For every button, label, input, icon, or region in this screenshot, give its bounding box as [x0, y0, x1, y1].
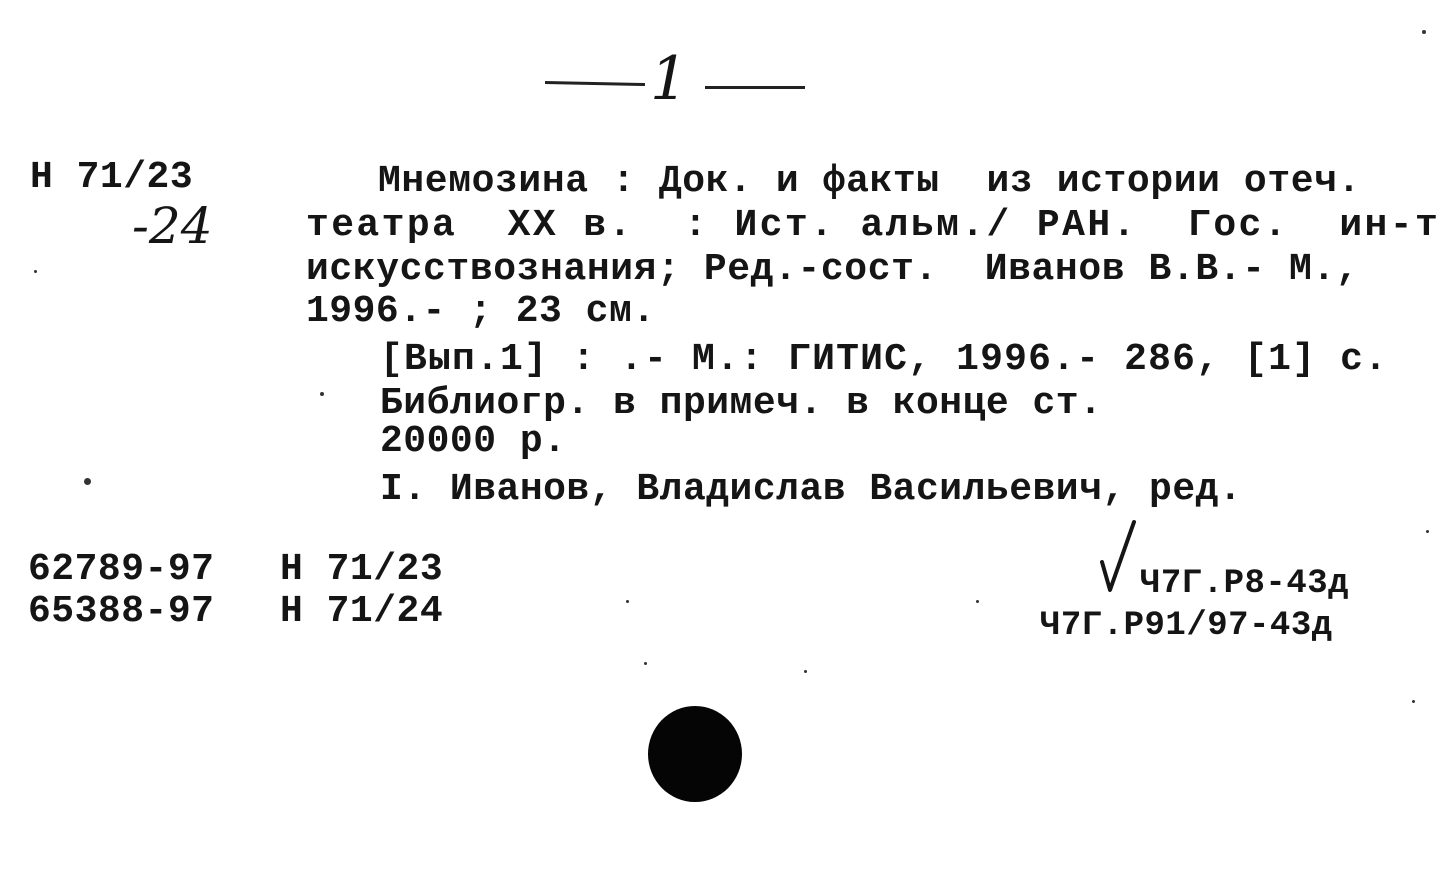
punch-hole	[648, 706, 742, 802]
scan-speck	[804, 670, 807, 673]
scan-speck	[1422, 30, 1426, 34]
scan-speck	[1426, 530, 1429, 533]
title-line-2: театра XX в. : Ист. альм./ РАН. Гос. ин-т	[306, 204, 1441, 247]
scan-speck	[84, 478, 91, 485]
classification-code: Ч7Г.Р91/97-43д	[1040, 607, 1333, 645]
issue-line-3: 20000 р.	[380, 420, 567, 463]
inventory-number: 65388-97	[28, 590, 215, 633]
issue-line-1: [Вып.1] : .- М.: ГИТИС, 1996.- 286, [1] с.	[380, 338, 1389, 381]
scan-speck	[626, 600, 629, 603]
scan-speck	[976, 600, 979, 603]
title-line-3: искусствознания; Ред.-сост. Иванов В.В.- М.,	[306, 248, 1360, 291]
scan-speck	[34, 270, 37, 273]
shelfmark-handwritten-addition: -24	[132, 197, 213, 255]
issue-line-4: I. Иванов, Владислав Васильевич, ред.	[380, 468, 1243, 511]
title-line-1: Мнемозина : Док. и факты из истории отеч.	[378, 160, 1361, 203]
scan-speck	[644, 662, 647, 665]
card-number-rule-right	[705, 86, 805, 89]
inventory-shelfmark: Н 71/23	[280, 548, 444, 591]
scan-speck	[320, 392, 324, 396]
inventory-shelfmark: Н 71/24	[280, 590, 444, 633]
issue-line-2: Библиогр. в примеч. в конце ст.	[380, 382, 1103, 425]
card-number-rule-left	[545, 81, 645, 86]
inventory-number: 62789-97	[28, 548, 215, 591]
shelfmark: Н 71/23	[30, 156, 194, 199]
card-number: 1	[650, 44, 689, 114]
title-line-4: 1996.- ; 23 см.	[306, 290, 656, 333]
checkmark-icon	[1098, 518, 1138, 594]
scan-speck	[1412, 700, 1415, 703]
classification-code: Ч7Г.Р8-43д	[1140, 565, 1350, 603]
